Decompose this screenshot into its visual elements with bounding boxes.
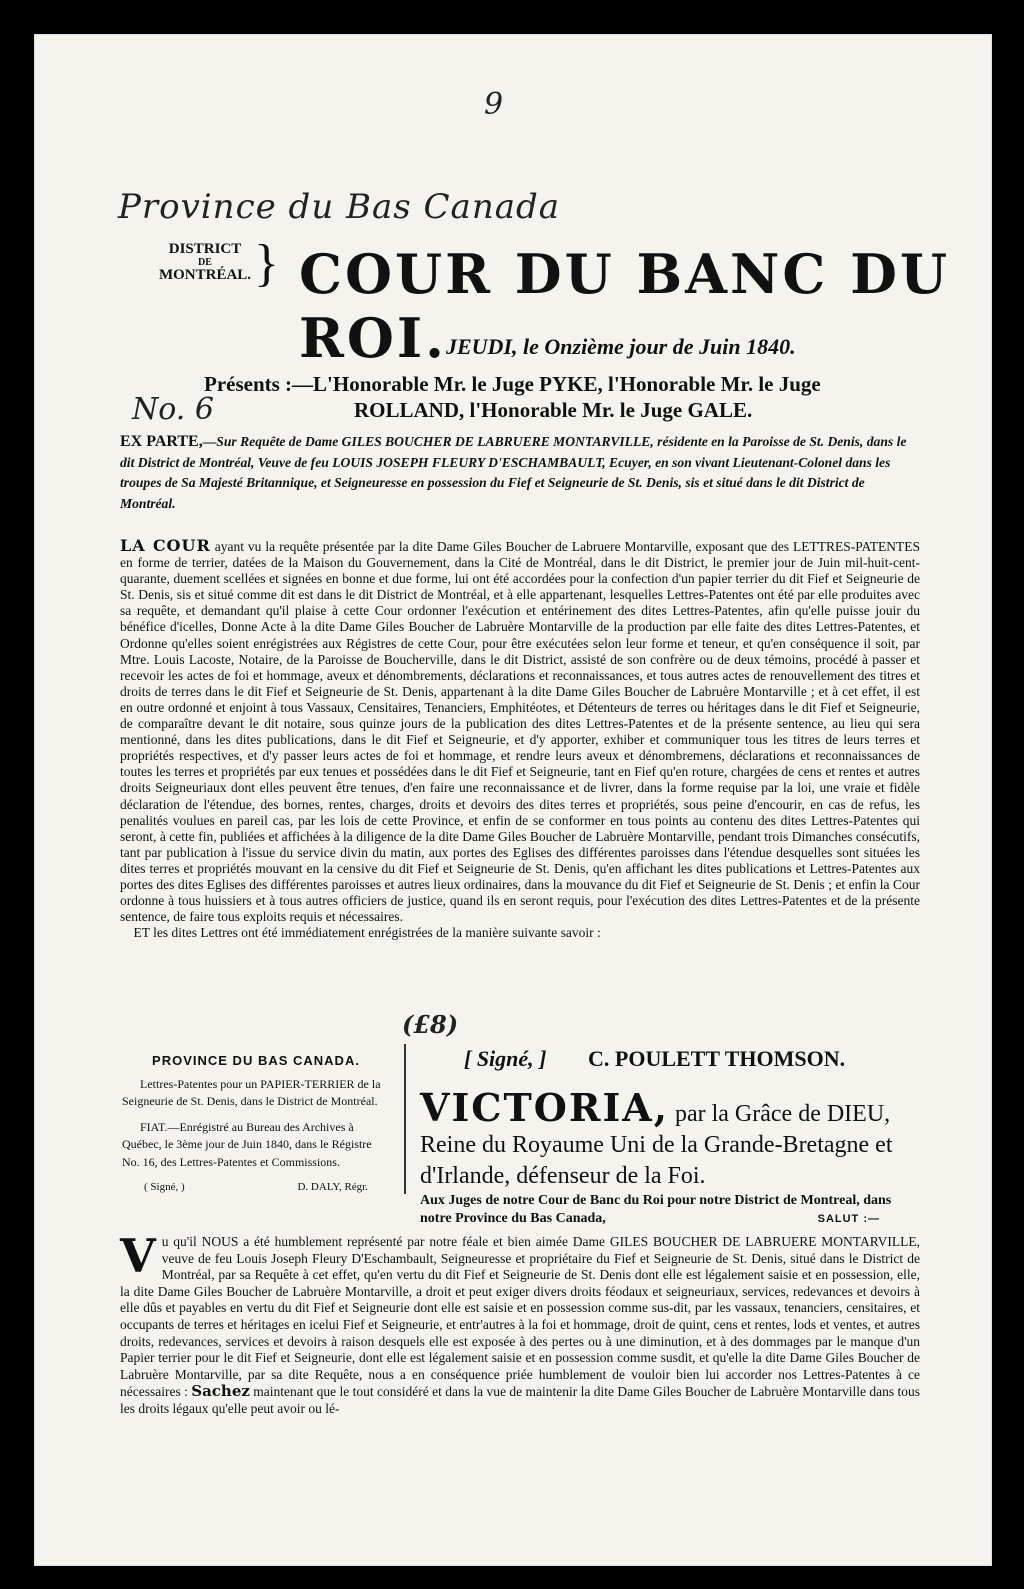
letters-patent-text-a: u qu'il NOUS a été humblement représenté par notre féale et bien aimée Dame GILES BOUCHER DE LABRUERE MONTARVILLE, veuve de feu Louis Joseph Fleury D'Eschambault, Seigneuresse et propriétaire du Fief et Seigneurie de St. Denis, situé dans le District de Montréal, par sa Requête à cet effet, qu'en vertu du dit Fief et Seigneurie de St. Denis dont elle est légalement saisie et en possession, elle, la dite Dame Giles Boucher de Labruère Montarville, a droit et peut exiger divers droits féodaux et seigneuriaux, services, redevances et devoirs à elle dûs et payables en vertu du dit Fief et Seigneurie dont elle est saisie et en possession comme sus-dit, par les vassaux, tenanciers, censitaires, et occupants de terres et héritages en icelui Fief et Seigneurie, et entr'autres à la foi et hommage, droit de quint, cens et rentes, lods et ventes, et autres droits, redevances, services et devoirs à raison desquels elle est exposée à des pertes ou à une diminution, et à des dommages par le manque d'un Papier terrier pour le dit Fief et Seigneurie, dont elle est légalement saisie et en possession comme susdit, et qu'elle la dite Dame Giles Boucher de Labruère Montarville, par sa dite Requête, nous a en conséquence priée humblement de vouloir bien lui accorder nos Lettres-Patentes à ce nécessaires : <box>120 1234 920 1400</box>
la-cour-label: LA COUR <box>120 536 211 555</box>
ex-parte-label: EX PARTE, <box>120 433 203 450</box>
registration-box-title: PROVINCE DU BAS CANADA. <box>152 1053 360 1068</box>
case-number: No. 6 <box>132 392 214 427</box>
victoria-heading: VICTORIA, <box>420 1085 669 1130</box>
document-page <box>34 34 992 1566</box>
letters-patent-paragraph <box>120 1229 921 1418</box>
salut-text: SALUT :— <box>817 1213 880 1225</box>
royal-style-text: par la Grâce de DIEU, Reine du Royaume Uni de la Grande-Bretagne et d'Irlande, défenseur de la Foi. <box>420 1101 893 1189</box>
district-label <box>140 242 270 284</box>
address-line <box>420 1192 900 1228</box>
address-text: Aux Juges de notre Cour de Banc du Roi pour notre District de Montreal, dans notre Province du Bas Canada, <box>420 1193 892 1226</box>
ex-parte-text: —Sur Requête de Dame GILES BOUCHER DE LABRUERE MONTARVILLE, résidente en la Paroisse de St. Denis, dans le dit District de Montréal, Veuve de feu LOUIS JOSEPH FLEURY D'ESCHAMBAULT, Ecuyer, en son vivant Lieutenant-Colonel dans les troupes de Sa Majesté Britannique, et Seigneuresse en possession du Fief et Seigneurie de St. Denis, sis et situé dans le dit District de Montréal. <box>120 434 907 511</box>
governor-signature <box>464 1046 845 1072</box>
presents-line-2: ROLLAND, l'Honorable Mr. le Juge GALE. <box>354 398 753 422</box>
signe-label: ( Signé, ) <box>144 1181 185 1193</box>
registrar-name: D. DALY, Régr. <box>297 1181 368 1193</box>
court-order-text: ayant vu la requête présentée par la dite Dame Giles Boucher de Labruere Montarville, exposant que des LETTRES-PATENTES en forme de terrier, datées de la Maison du Gouvernement, dans la Cité de Montréal, dans le dit District, le premier jour de Juin mil-huit-cent-quarante, duement scellées et signées en bonne et due forme, lui ont été accordées pour la confection d'un papier terrier du dit Fief et Seigneurie de St. Denis, sis et situé comme dit est dans le dit District de Montréal, et à elle appartenant, lesquelles Lettres-Patentes ont été par elle produites avec sa requête, et demandant qu'il plaise à cette Cour ordonner l'exécution et entérinement des dites Lettres-Patentes, afin qu'elle puisse jouir du bénéfice d'icelles, Donne Acte à la dite Dame Giles Boucher de Labruère Montarville de la production par elle faite des dites Lettres-Patentes, et Ordonne qu'elles soient enrégistrées aux Régistres de cette Cour, pour être exécutées selon leur forme et teneur, et qu'en conséquence il soit, par Mtre. Louis Lacoste, Notaire, de la Paroisse de Boucherville, dans le dit District, assisté de son confrère ou de deux témoins, procédé à passer et recevoir les actes de foi et hommage, aveux et dénombrements, déclarations et reconnaissances, et tous autres actes de renouvellement des titres et droits de terres dans le dit Fief et Seigneurie de St. Denis, appartenant à la dite Dame Giles Boucher de Labruère Montarville ; et à cet effet, il est en outre ordonné et enjoint à tous Vassaux, Censitaires, Tenanciers, Emphitéotes, et Détenteurs de terres ou héritages dans le dit Fief et Seigneurie, de comparaître devant le dit notaire, sous quinze jours de la publication des dites Lettres-Patentes et de la présente sentence, au lieu qui sera mentionné, dans les dites publications, dans le dit Fief et Seigneurie, et d'y apporter, exhiber et communiquer tous les titres de leurs terres et propriétés respectives, et d'y passer leurs actes de foi et hommage, et rendre leurs aveux et dénombremens, déclarations et reconnaissances de toutes les terres et propriétés par eux tenues et possédées dans le dit Fief et Seigneurie, tant en Fief qu'en roture, chargées de cens et rentes et autres droits Seigneuriaux dont elles peuvent être tenues, d'en faire une reconnaissance et de livrer, dans la forme requise par la loi, une vraie et fidèle déclaration de l'étendue, des bornes, rentes, charges, droits et devoirs des dites terres et propriétés, sous peine d'encourir, en cas de refus, les penalités voulues en pareil cas, par les lois de cette Province, et enfin de se conformer en tous points au contenu des dites Lettres-Patentes qui seront, à cette fin, publiées et affichées à la diligence de la dite Dame Giles Boucher de Labruère Montarville, pendant trois Dimanches consécutifs, tant par publication à l'issue du service divin du matin, aux portes des Eglises des différentes paroisses dans l'étendue desquelles sont situées les dites terres et propriétés mouvant en la censive du dit Fief et Seigneurie de St. Denis, qu'en affichant les dites publications et Lettres-Patentes aux portes des dites Eglises des différentes paroisses et autres lieux ordinaires, dans la mouvance du dit Fief et Seigneurie de St. Denis ; et enfin la Cour ordonne à tous huissiers et à tous autres officiers de justice, quand ils en seront requis, pour l'exécution des dites Lettres-Patentes et de la présente sentence, de faire tous exploits requis et nécessaires. <box>120 539 921 925</box>
date-line: JEUDI, le Onzième jour de Juin 1840. <box>446 334 796 359</box>
province-handwritten-heading: Province du Bas Canada <box>118 187 561 227</box>
page-number: 9 <box>484 87 504 122</box>
letters-patent-text-b: maintenant que le tout considéré et dans la vue de maintenir la dite Dame Giles Boucher de Labruère Montarville dans tous les droits légaux qu'elle peut avoir ou lé- <box>120 1384 921 1416</box>
letters-patent-note: Lettres-Patentes pour un PAPIER-TERRIER de la Seigneurie de St. Denis, dans le District de Montréal. <box>122 1076 381 1108</box>
district-line3: MONTRÉAL. <box>158 267 252 284</box>
district-line1: DISTRICT <box>168 241 242 257</box>
signed-name: C. POULETT THOMSON. <box>588 1046 846 1071</box>
registration-box <box>122 1052 390 1197</box>
registrar-signature-row <box>122 1179 390 1197</box>
fiat-note: FIAT.—Enrégistré au Bureau des Archives à Québec, le 3ème jour de Juin 1840, dans le Régistre No. 16, des Lettres-Patentes et Commissions. <box>122 1119 372 1169</box>
drop-cap-letter: V <box>120 1229 156 1283</box>
court-title: COUR DU BANC DU ROI. <box>299 242 951 370</box>
court-order-paragraph <box>120 538 920 941</box>
vertical-divider <box>404 1044 406 1194</box>
ex-parte-paragraph <box>120 432 920 514</box>
fee-handwritten: (£8) <box>402 1010 459 1039</box>
brace-symbol: } <box>254 235 279 292</box>
royal-style <box>420 1085 900 1192</box>
presents-line-1: Présents :—L'Honorable Mr. le Juge PYKE, l'Honorable Mr. le Juge <box>204 372 821 396</box>
sachez-word: Sachez <box>191 1382 250 1401</box>
court-order-tail: ET les dites Lettres ont été immédiatement enrégistrées de la manière suivante savoir : <box>133 925 601 941</box>
signed-label: [ Signé, ] <box>464 1046 547 1071</box>
district-line2: DE <box>198 256 212 268</box>
